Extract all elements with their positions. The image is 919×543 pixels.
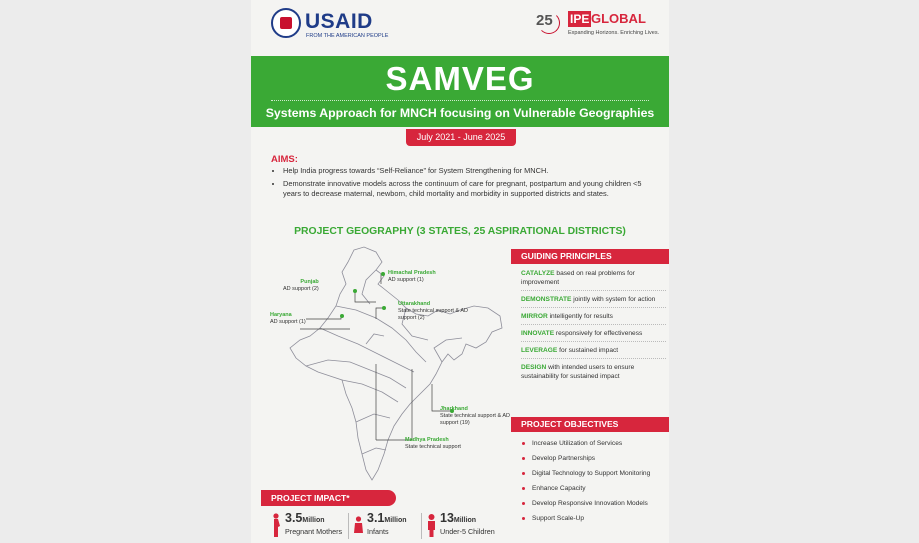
map-marker xyxy=(381,272,385,276)
map-marker xyxy=(340,314,344,318)
map-label-punjab: Punjab AD support (2) xyxy=(283,279,319,292)
map-label-madhya-pradesh: Madhya Pradesh State technical support xyxy=(405,437,461,450)
india-map xyxy=(266,244,514,484)
aims-list xyxy=(271,166,651,202)
page-title: SAMVEG xyxy=(385,60,535,97)
fact-sheet xyxy=(251,0,669,543)
usaid-tagline: FROM THE AMERICAN PEOPLE xyxy=(306,33,389,39)
stat-value: 3.1 xyxy=(367,511,385,525)
principle-item: DESIGN with intended users to ensure sustainability for sustained impact xyxy=(521,364,635,380)
map-label-jharkhand: Jharkhand State technical support & AD support (19) xyxy=(440,406,511,426)
stat-value: 3.5 xyxy=(285,511,303,525)
objective-item: Enhance Capacity xyxy=(521,484,666,493)
map-label-haryana: Haryana AD support (1) xyxy=(270,312,306,325)
stat-label: Under-5 Children xyxy=(440,527,495,536)
pregnant-mother-icon xyxy=(271,513,282,537)
stat-unit: Million xyxy=(453,517,477,524)
stat-unit: Million xyxy=(384,517,407,524)
guiding-principles-heading: GUIDING PRINCIPLES xyxy=(511,249,669,264)
stat-unit: Million xyxy=(302,517,325,524)
page-subtitle: Systems Approach for MNCH focusing on Vulnerable Geographies xyxy=(265,106,655,120)
objective-item: Develop Partnerships xyxy=(521,454,666,463)
map-marker xyxy=(382,306,386,310)
objective-item: Digital Technology to Support Monitoring xyxy=(521,469,666,478)
principle-item: DEMONSTRATE jointly with system for action xyxy=(521,295,666,308)
project-period: July 2021 - June 2025 xyxy=(406,129,516,146)
child-icon xyxy=(426,513,437,537)
stat-value: 13 xyxy=(440,511,454,525)
aims-item: • Help India progress towards “Self-Reliance” for System Strengthening for MNCH. xyxy=(283,166,651,177)
aims-heading: AIMS: xyxy=(271,154,298,165)
principle-item: MIRROR intelligently for results xyxy=(521,312,666,325)
objective-item: Support Scale-Up xyxy=(521,514,666,523)
impact-stat-children xyxy=(426,511,516,541)
principle-item: INNOVATE responsively for effectiveness xyxy=(521,329,666,342)
principle-item: CATALYZE based on real problems for improvement xyxy=(521,269,666,291)
divider xyxy=(348,513,349,539)
divider xyxy=(421,513,422,539)
impact-stat-mothers xyxy=(271,511,346,541)
infant-icon xyxy=(353,513,364,537)
usaid-wordmark: USAID xyxy=(305,10,373,33)
map-marker xyxy=(353,289,357,293)
objective-item: Increase Utilization of Services xyxy=(521,439,666,448)
objective-item: Develop Responsive Innovation Models xyxy=(521,499,666,508)
map-label-uttarakhand: Uttarakhand State technical support & AD support (2) xyxy=(398,301,469,321)
geography-heading: PROJECT GEOGRAPHY (3 STATES, 25 ASPIRATIONAL DISTRICTS) xyxy=(294,226,626,237)
principle-item: LEVERAGE for sustained impact xyxy=(521,346,666,359)
title-banner xyxy=(251,56,669,127)
ipe-wordmark: GLOBAL xyxy=(591,11,646,26)
guiding-principles-list xyxy=(521,269,666,388)
impact-stat-infants xyxy=(353,511,423,541)
usaid-logo xyxy=(271,8,401,42)
usaid-seal-icon xyxy=(271,8,301,38)
ipe-mark: IPE xyxy=(570,12,590,26)
map-label-himachal-pradesh: Himachal Pradesh AD support (1) xyxy=(388,270,436,283)
anniversary-mark: 25 xyxy=(536,12,553,29)
impact-heading: PROJECT IMPACT* xyxy=(261,490,396,506)
objectives-list xyxy=(521,439,666,529)
objectives-heading: PROJECT OBJECTIVES xyxy=(511,417,669,432)
stat-label: Pregnant Mothers xyxy=(285,527,343,536)
ipe-tagline: Expanding Horizons. Enriching Lives. xyxy=(568,30,660,36)
banner-divider xyxy=(271,100,649,101)
aims-item: • Demonstrate innovative models across the continuum of care for pregnant, postpartum and young children <5 years to decrease maternal, newborn, child mortality and morbidity in supported districts and states. xyxy=(283,179,651,200)
ipe-global-logo xyxy=(536,10,666,40)
stat-label: Infants xyxy=(367,527,389,536)
